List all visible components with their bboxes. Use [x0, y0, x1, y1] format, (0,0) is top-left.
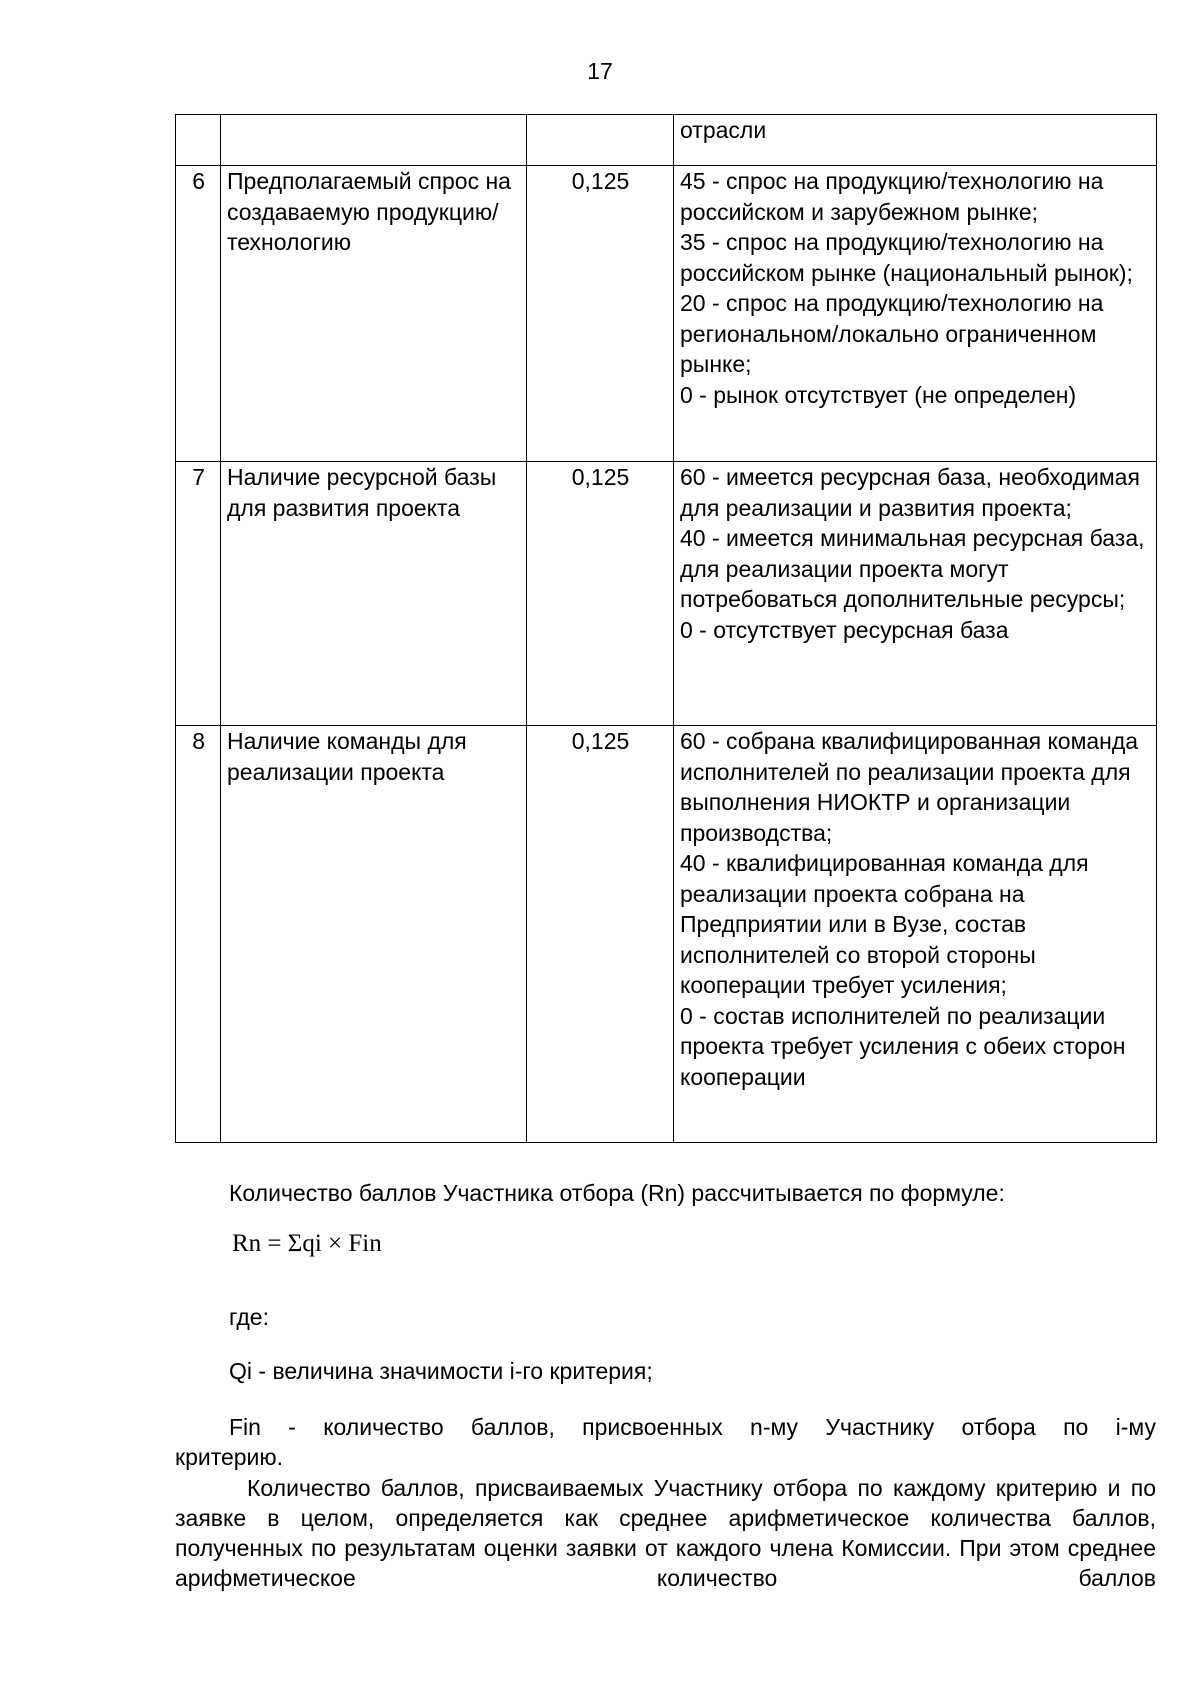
table-row [176, 726, 1157, 1143]
scale-line: отрасли [680, 117, 767, 143]
criterion-weight: 0,125 [527, 726, 674, 1143]
scoring-paragraph: Количество баллов, присваиваемых Участнику отбора по каждому критерию и по заявке в целом, определяется как среднее арифметическое количества баллов, полученных по результатам оценки заявки от каждого члена Комиссии. При этом среднее арифметическое количество баллов [175, 1475, 1156, 1591]
formula-intro [175, 1178, 1156, 1208]
criterion-name: Наличие команды для реализации проекта [221, 726, 527, 1143]
criterion-scale [674, 462, 1157, 726]
formula: Rn = Σqi × Fin [232, 1230, 382, 1257]
table-row-continuation [176, 115, 1157, 166]
formula-intro-text: Количество баллов Участника отбора (Rn) рассчитывается по формуле: [229, 1180, 1005, 1206]
scale-line: 35 - спрос на продукцию/технологию на российском рынке (национальный рынок); [680, 229, 1133, 286]
criteria-table [175, 114, 1157, 1143]
criterion-weight [527, 115, 674, 166]
scale-line: 60 - имеется ресурсная база, необходимая для реализации и развития проекта; [680, 464, 1140, 521]
criterion-weight: 0,125 [527, 166, 674, 462]
scale-line: 45 - спрос на продукцию/технологию на российском и зарубежном рынке; [680, 168, 1104, 225]
criterion-weight: 0,125 [527, 462, 674, 726]
row-number [176, 115, 221, 166]
criterion-name [221, 115, 527, 166]
scale-line: 40 - квалифицированная команда для реализации проекта собрана на Предприятии или в Вузе, состав исполнителей со второй стороны кооперации требует усиления; [680, 850, 1089, 998]
scale-line: 60 - собрана квалифицированная команда исполнителей по реализации проекта для выполнения НИОКТР и организации производства; [680, 728, 1139, 846]
where-label [175, 1302, 1156, 1332]
criterion-name: Наличие ресурсной базы для развития проекта [221, 462, 527, 726]
scale-line: 20 - спрос на продукцию/технологию на региональном/локально ограниченном рынке; [680, 290, 1104, 377]
qi-definition-text: Qi - величина значимости i-го критерия; [229, 1358, 653, 1384]
criterion-scale [674, 115, 1157, 166]
table-row [176, 166, 1157, 462]
scale-line: 0 - отсутствует ресурсная база [680, 616, 1009, 643]
qi-definition [175, 1356, 1156, 1386]
scale-line: 40 - имеется минимальная ресурсная база, для реализации проекта могут потребоваться дополнительные ресурсы; [680, 525, 1145, 612]
row-number: 8 [176, 726, 221, 1143]
criterion-name: Предполагаемый спрос на создаваемую продукцию/технологию [221, 166, 527, 462]
criterion-scale [674, 166, 1157, 462]
row-number: 6 [176, 166, 221, 462]
criterion-scale [674, 726, 1157, 1143]
fin-definition [175, 1412, 1156, 1472]
scale-line: 0 - рынок отсутствует (не определен) [680, 381, 1077, 408]
page-number: 17 [587, 58, 613, 84]
fin-definition-text: Fin - количество баллов, присвоенных n-му Участнику отбора по i-му критерию. [175, 1414, 1156, 1470]
table-row [176, 462, 1157, 726]
row-number: 7 [176, 462, 221, 726]
where-text: где: [229, 1304, 269, 1330]
scale-line: 0 - состав исполнителей по реализации проекта требует усиления с обеих сторон кооперации [680, 1002, 1126, 1090]
